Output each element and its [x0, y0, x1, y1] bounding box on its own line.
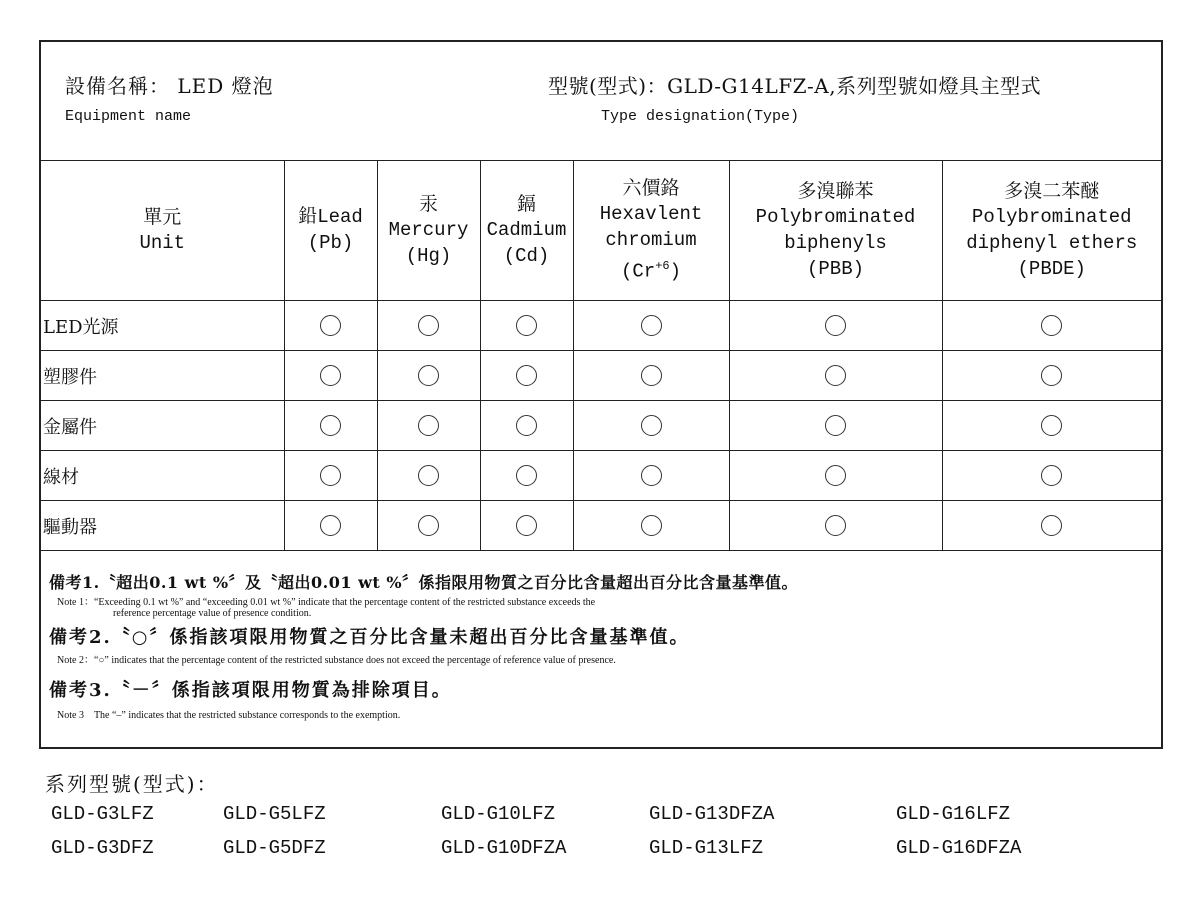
compliance-cell — [284, 501, 377, 551]
row-label: 線材 — [41, 451, 284, 501]
circle-mark-icon — [825, 315, 846, 336]
compliance-cell — [729, 351, 942, 401]
circle-mark-icon — [418, 465, 439, 486]
compliance-cell — [729, 301, 942, 351]
compliance-cell — [377, 501, 480, 551]
compliance-cell — [377, 351, 480, 401]
table-row — [41, 301, 1161, 351]
table-row — [41, 451, 1161, 501]
compliance-cell — [284, 301, 377, 351]
equipment-name-en: Equipment name — [65, 108, 192, 125]
compliance-cell — [480, 501, 573, 551]
table-row — [41, 501, 1161, 551]
compliance-cell — [729, 501, 942, 551]
note-1-cn: 備考1.〝超出0.1 wt %〞及〝超出0.01 wt %〞係指限用物質之百分比含量超出百分比含量基準值。 — [49, 573, 799, 592]
compliance-cell — [480, 301, 573, 351]
circle-mark-icon — [516, 415, 537, 436]
series-row-2 — [45, 831, 1185, 865]
rohs-declaration-table — [39, 40, 1163, 749]
model-name: GLD-G10LFZ — [441, 803, 556, 825]
circle-mark-icon — [1041, 415, 1062, 436]
table-row — [41, 351, 1161, 401]
compliance-cell — [377, 451, 480, 501]
compliance-cell — [377, 301, 480, 351]
compliance-cell — [573, 401, 729, 451]
circle-mark-icon — [320, 315, 341, 336]
series-title: 系列型號(型式)： — [45, 772, 219, 796]
compliance-cell — [729, 451, 942, 501]
circle-mark-icon — [320, 365, 341, 386]
note-3-cn: 備考3.〝－〞係指該項限用物質為排除項目。 — [49, 680, 452, 701]
circle-mark-icon — [418, 315, 439, 336]
row-label: 金屬件 — [41, 401, 284, 451]
series-models — [45, 768, 1185, 865]
circle-mark-icon — [641, 365, 662, 386]
circle-mark-icon — [641, 415, 662, 436]
type-designation-en: Type designation(Type) — [601, 108, 800, 125]
circle-mark-icon — [516, 515, 537, 536]
model-name: GLD-G5LFZ — [223, 803, 326, 825]
equipment-name-cn: 設備名稱： LED 燈泡 — [65, 74, 274, 98]
circle-mark-icon — [418, 515, 439, 536]
lead-header: 鉛Lead (Pb) — [284, 160, 377, 301]
circle-mark-icon — [1041, 515, 1062, 536]
circle-mark-icon — [418, 365, 439, 386]
pbb-header: 多溴聯苯 Polybrominated biphenyls (PBB) — [729, 160, 942, 301]
circle-mark-icon — [516, 465, 537, 486]
compliance-cell — [480, 401, 573, 451]
circle-mark-icon — [825, 515, 846, 536]
circle-mark-icon — [1041, 315, 1062, 336]
compliance-cell — [573, 451, 729, 501]
mercury-header: 汞 Mercury (Hg) — [377, 160, 480, 301]
table-row — [41, 401, 1161, 451]
model-name: GLD-G16LFZ — [896, 803, 1011, 825]
compliance-cell — [942, 401, 1161, 451]
circle-mark-icon — [825, 465, 846, 486]
compliance-cell — [942, 451, 1161, 501]
model-name: GLD-G13LFZ — [649, 837, 764, 859]
circle-mark-icon — [825, 365, 846, 386]
circle-mark-icon — [1041, 365, 1062, 386]
substance-table-body — [41, 301, 1161, 551]
row-label: 驅動器 — [41, 501, 284, 551]
note-2-en: Note 2：“○” indicates that the percentage content of the restricted substance does not exceed the percentage of reference value of presence. — [57, 655, 616, 666]
pbde-header: 多溴二苯醚 Polybrominated diphenyl ethers (PBDE) — [942, 160, 1161, 301]
cadmium-header: 鎘 Cadmium (Cd) — [480, 160, 573, 301]
circle-mark-icon — [516, 365, 537, 386]
model-name: GLD-G13DFZA — [649, 803, 775, 825]
note-2-cn: 備考2.〝○〞係指該項限用物質之百分比含量未超出百分比含量基準值。 — [49, 627, 690, 648]
compliance-cell — [377, 401, 480, 451]
compliance-cell — [284, 351, 377, 401]
compliance-cell — [573, 301, 729, 351]
substance-header-row — [41, 160, 1161, 301]
compliance-cell — [480, 351, 573, 401]
row-label: 塑膠件 — [41, 351, 284, 401]
compliance-cell — [942, 501, 1161, 551]
circle-mark-icon — [641, 315, 662, 336]
circle-mark-icon — [320, 415, 341, 436]
table-header-block — [41, 42, 1161, 161]
compliance-cell — [573, 351, 729, 401]
note-1-en: Note 1：“Exceeding 0.1 wt %” and “exceeding 0.01 wt %” indicate that the percentage content of the restricted substance exceeds the — [57, 597, 596, 608]
circle-mark-icon — [825, 415, 846, 436]
circle-mark-icon — [418, 415, 439, 436]
compliance-cell — [284, 401, 377, 451]
circle-mark-icon — [320, 465, 341, 486]
type-designation-cn: 型號(型式)：GLD-G14LFZ-A,系列型號如燈具主型式 — [548, 74, 1042, 98]
model-name: GLD-G3LFZ — [51, 803, 154, 825]
note-3-en: Note 3 The “–” indicates that the restricted substance corresponds to the exemption. — [57, 710, 401, 721]
model-name: GLD-G3DFZ — [51, 837, 154, 859]
circle-mark-icon — [320, 515, 341, 536]
circle-mark-icon — [641, 465, 662, 486]
row-label: LED光源 — [41, 301, 284, 351]
model-name: GLD-G16DFZA — [896, 837, 1022, 859]
compliance-cell — [729, 401, 942, 451]
chromium-formula: $(Cr^{+6})$ — [620, 259, 682, 283]
model-name: GLD-G10DFZA — [441, 837, 567, 859]
series-row-1 — [45, 797, 1185, 831]
compliance-cell — [942, 351, 1161, 401]
model-name: GLD-G5DFZ — [223, 837, 326, 859]
compliance-cell — [284, 451, 377, 501]
substance-table — [41, 160, 1161, 551]
circle-mark-icon — [641, 515, 662, 536]
unit-header: 單元 Unit — [41, 160, 284, 301]
hexavalent-chromium-header: 六價鉻 Hexavlent chromium $(Cr^{+6})$ — [573, 160, 729, 301]
compliance-cell — [942, 301, 1161, 351]
notes-section — [49, 570, 1149, 721]
circle-mark-icon — [1041, 465, 1062, 486]
note-1-en-cont: reference percentage value of presence condition. — [113, 608, 312, 619]
compliance-cell — [573, 501, 729, 551]
circle-mark-icon — [516, 315, 537, 336]
compliance-cell — [480, 451, 573, 501]
